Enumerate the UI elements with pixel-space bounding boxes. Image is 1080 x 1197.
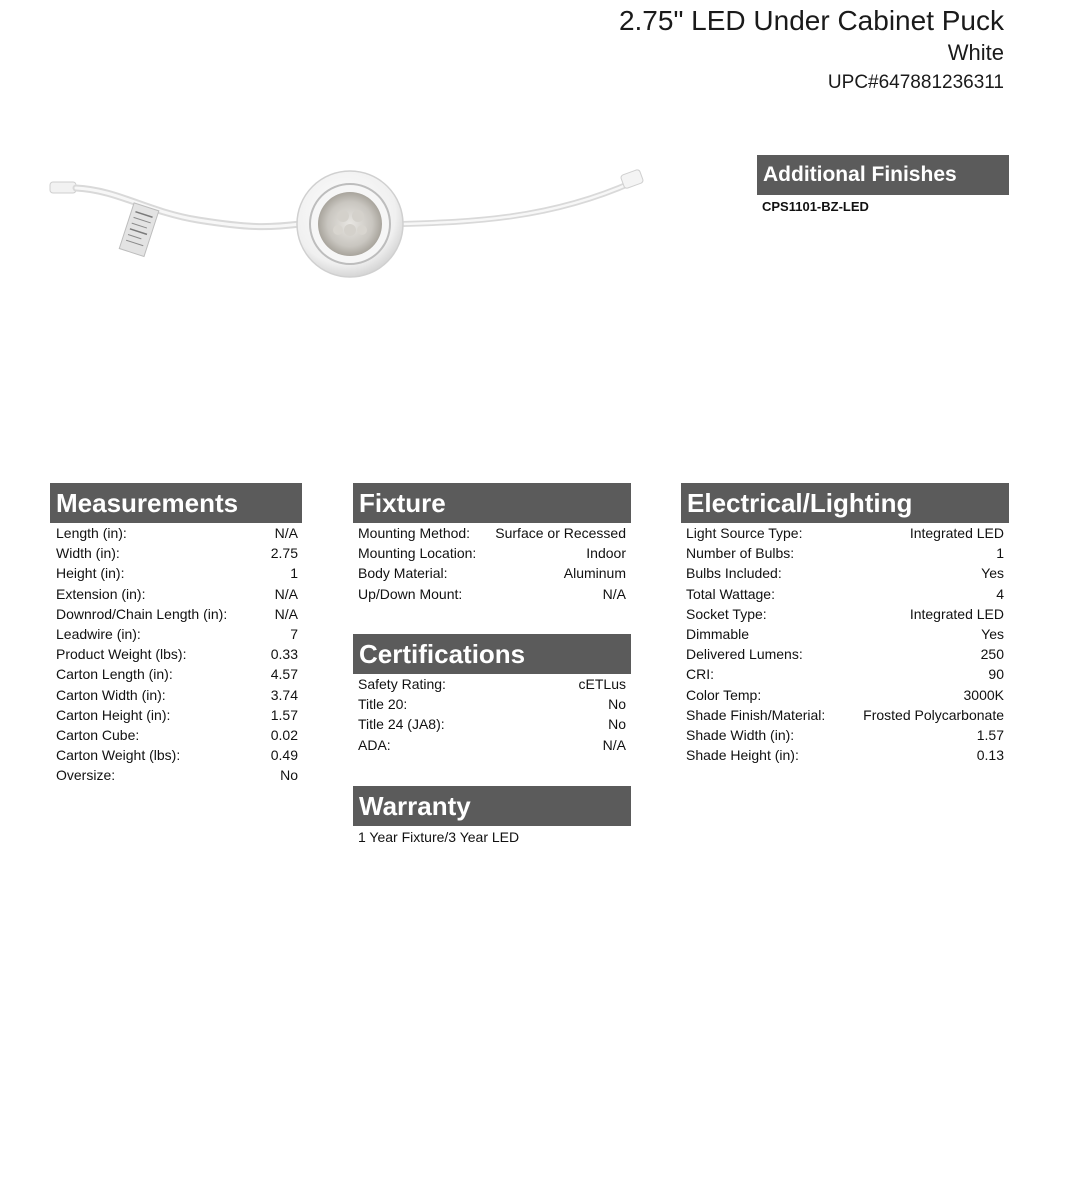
spec-row [358,674,626,694]
spec-label: Title 24 (JA8): [358,716,445,733]
spec-value: 7 [290,625,298,642]
additional-finish-link[interactable]: CPS1101-BZ-LED [762,199,869,214]
spec-row [56,664,298,684]
spec-row [686,624,1004,644]
spec-value: 1.57 [270,706,298,723]
spec-label: Extension (in): [56,585,146,602]
spec-row [358,584,626,604]
product-title: 2.75" LED Under Cabinet Puck [618,5,1004,36]
product-upc: UPC#647881236311 [827,72,1004,93]
spec-row [56,765,298,785]
spec-label: Oversize: [56,767,116,784]
spec-value: 0.02 [270,726,298,743]
spec-label: Width (in): [56,545,120,562]
spec-value: Surface or Recessed [495,525,626,541]
spec-label: Shade Height (in): [686,747,799,764]
spec-row [56,644,298,664]
spec-label: Product Weight (lbs): [56,646,187,663]
spec-row [686,725,1004,745]
spec-value: cETLus [578,676,626,692]
spec-label: Carton Width (in): [56,686,166,703]
product-title-block [619,4,1004,98]
right-cable [400,182,633,224]
spec-value: 250 [980,646,1004,663]
spec-value: Indoor [586,545,626,562]
spec-row [56,685,298,705]
spec-row [686,543,1004,563]
certifications-list [358,674,626,755]
spec-label: Carton Height (in): [56,706,171,723]
product-image [48,160,648,290]
spec-label: Shade Width (in): [686,726,795,743]
spec-value: No [280,767,298,784]
measurements-list [56,523,298,785]
spec-value: 4 [996,585,1004,602]
spec-label: Up/Down Mount: [358,585,463,602]
spec-value: Yes [981,565,1004,582]
spec-value: No [608,716,626,733]
spec-label: Mounting Location: [358,545,477,562]
spec-row [686,685,1004,705]
spec-label: Length (in): [56,525,127,541]
spec-value: 90 [988,666,1004,683]
measurements-header: Measurements [50,483,302,523]
spec-label: Total Wattage: [686,585,775,602]
spec-label: Delivered Lumens: [686,646,803,663]
spec-value: 1 [290,565,298,582]
spec-label: Bulbs Included: [686,565,782,582]
spec-row [56,604,298,624]
spec-label: Title 20: [358,696,408,713]
spec-label: CRI: [686,666,714,683]
spec-value: 0.49 [270,747,298,764]
spec-row [358,543,626,563]
spec-row [56,705,298,725]
spec-row [686,745,1004,765]
spec-label: Shade Finish/Material: [686,706,826,723]
spec-row [56,523,298,543]
spec-label: Number of Bulbs: [686,545,795,562]
fixture-list [358,523,626,604]
spec-row [686,705,1004,725]
spec-value: No [608,696,626,713]
spec-value: 1 [996,545,1004,562]
spec-label: Socket Type: [686,605,767,622]
spec-row [686,563,1004,583]
right-connector [620,169,644,189]
spec-label: Dimmable [686,625,750,642]
spec-value: 0.33 [270,646,298,663]
spec-label: Carton Weight (lbs): [56,747,181,764]
spec-label: Body Material: [358,565,448,582]
spec-row [358,694,626,714]
spec-row [56,543,298,563]
spec-label: Height (in): [56,565,125,582]
spec-value: 0.13 [976,747,1004,764]
spec-row [686,523,1004,543]
spec-row [56,584,298,604]
spec-value: 1.57 [976,726,1004,743]
spec-value: Frosted Polycarbonate [863,706,1004,723]
spec-row [56,563,298,583]
left-connector [50,182,76,193]
spec-value: N/A [274,585,298,602]
spec-label: ADA: [358,736,391,753]
cable-label-tag [119,203,159,257]
spec-row [358,714,626,734]
spec-label: Light Source Type: [686,525,803,541]
spec-value: Aluminum [563,565,626,582]
spec-value: N/A [274,525,298,541]
spec-row [686,584,1004,604]
fixture-header: Fixture [353,483,631,523]
spec-row [56,745,298,765]
spec-value: N/A [274,605,298,622]
spec-value: Integrated LED [909,605,1004,622]
spec-label: Carton Length (in): [56,666,173,683]
spec-row [56,725,298,745]
warranty-header: Warranty [353,786,631,826]
spec-label: Downrod/Chain Length (in): [56,605,228,622]
spec-label: Leadwire (in): [56,625,141,642]
product-finish: White [947,40,1004,65]
spec-value: N/A [602,736,626,753]
spec-value: 3.74 [270,686,298,703]
spec-value: Integrated LED [909,525,1004,541]
spec-label: Mounting Method: [358,525,471,541]
spec-row [686,664,1004,684]
spec-row [358,523,626,543]
spec-row [686,604,1004,624]
electrical-lighting-list [686,523,1004,765]
spec-row [358,735,626,755]
spec-value: 4.57 [270,666,298,683]
spec-value: N/A [602,585,626,602]
spec-row [56,624,298,644]
additional-finishes-header: Additional Finishes [757,155,1009,195]
spec-row [358,563,626,583]
spec-value: 3000K [963,686,1004,703]
warranty-text: 1 Year Fixture/3 Year LED [358,829,520,845]
spec-label: Color Temp: [686,686,762,703]
certifications-header: Certifications [353,634,631,674]
spec-label: Carton Cube: [56,726,140,743]
spec-value: Yes [981,625,1004,642]
spec-row [686,644,1004,664]
electrical-lighting-header: Electrical/Lighting [681,483,1009,523]
spec-label: Safety Rating: [358,676,446,692]
spec-value: 2.75 [270,545,298,562]
